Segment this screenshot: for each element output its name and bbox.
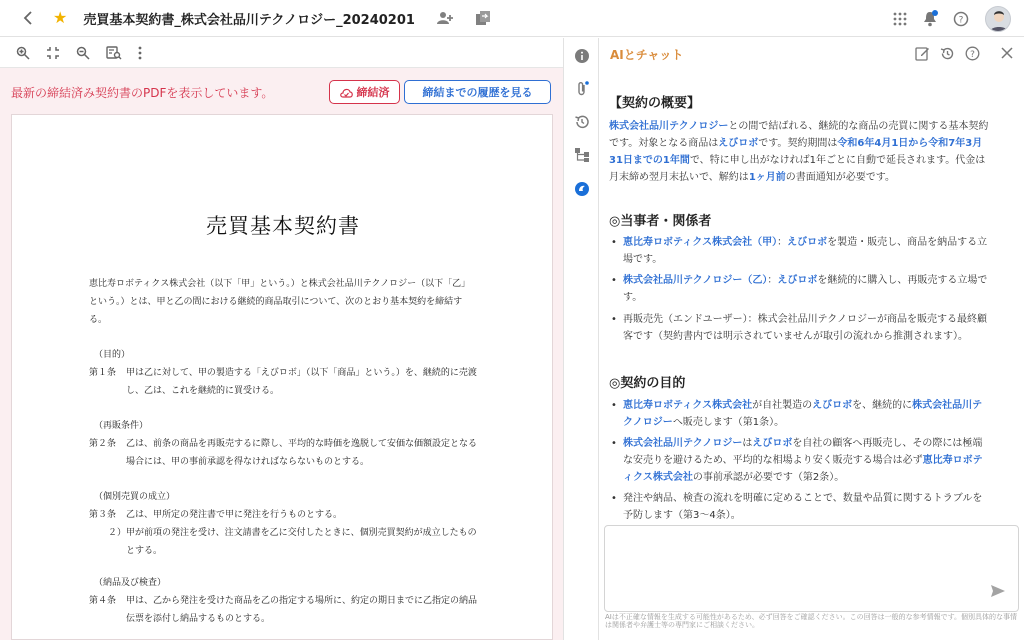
share-user-icon[interactable] — [437, 11, 455, 25]
article-text: 甲は、乙から発注を受けた商品を乙の指定する場所に、約定の期日までに乙指定の納品伝票を添付し納品するものとする。 — [126, 596, 478, 624]
new-chat-icon[interactable] — [915, 46, 930, 61]
related-documents-icon[interactable] — [573, 146, 591, 164]
send-icon[interactable] — [991, 582, 1005, 601]
purpose-heading: ◎契約の目的 — [609, 376, 686, 391]
article-2 — [89, 435, 479, 471]
section-heading: （目的） — [94, 350, 131, 360]
close-icon[interactable] — [1001, 47, 1013, 59]
signed-label: 締結済 — [356, 86, 390, 99]
article-text: 乙は、甲所定の発注書で甲に発注を行うものとする。 — [126, 510, 343, 520]
article-text: 乙は、前条の商品を再販売するに際し、平均的な時価を逸脱して安価な価額設定となる場合には、甲の事前承認を得なければならないものとする。 — [126, 439, 478, 467]
user-avatar[interactable] — [985, 6, 1011, 32]
overview-heading: 【契約の概要】 — [609, 96, 701, 111]
panel-help-icon[interactable] — [965, 46, 980, 61]
list-item: • 再販売先（エンドユーザー）：株式会社品川テクノロジーが商品を販売する最終顧客です（契約書内では明示されていませんが取引の流れから推測されます）。 — [611, 311, 991, 345]
document-viewer — [0, 38, 563, 640]
view-history-button[interactable]: 締結までの履歴を見る — [404, 80, 551, 104]
ai-chat-icon[interactable] — [573, 180, 591, 198]
panel-title: AIとチャット — [610, 48, 684, 62]
contract-title: 売買基本契約書 — [206, 214, 360, 238]
article-number: 第４条 — [89, 596, 117, 606]
list-item: • 株式会社品川テクノロジーはえびロボを自社の顧客へ再販売し、その際には極端な安売りを避けるため、平均的な相場より安く販売する場合は必ず恵比寿ロボティクス株式会社の事前承認が必要です（第2条）。 — [611, 435, 991, 486]
side-icon-rail — [563, 38, 599, 640]
article-text: 甲が前項の発注を受け、注文請書を乙に交付したときに、個別売買契約が成立したものとする。 — [126, 528, 477, 556]
paragraph-number: ２） — [108, 528, 127, 538]
article-3-para-2 — [108, 524, 479, 560]
move-folder-icon[interactable] — [475, 10, 491, 26]
document-title: 売買基本契約書_株式会社品川テクノロジー_20240201 — [83, 12, 415, 28]
ai-disclaimer: AIは不正確な情報を生成する可能性があるため、必ず回答をご確認ください。この回答は一般的な参考情報です。個別具体的な事情は関係者や弁護士等の専門家にご相談ください。 — [605, 613, 1018, 629]
chat-response — [599, 80, 1024, 520]
section-heading: （個別売買の成立） — [94, 492, 176, 502]
fit-page-icon[interactable] — [46, 46, 60, 60]
article-number: 第３条 — [89, 510, 117, 520]
more-vert-icon[interactable] — [138, 46, 142, 60]
attachment-icon[interactable] — [573, 80, 591, 98]
help-icon[interactable] — [953, 11, 969, 27]
zoom-out-icon[interactable] — [76, 46, 90, 60]
ai-chat-panel — [599, 38, 1024, 640]
top-bar — [0, 0, 1024, 37]
article-number: 第２条 — [89, 439, 117, 449]
contract-intro: 恵比寿ロボティクス株式会社（以下「甲」という。）と株式会社品川テクノロジー（以下「乙」という。）とは、甲と乙の間における継続的商品取引について、次のとおり基本契約を締結する。 — [89, 279, 471, 325]
article-number: 第１条 — [89, 368, 117, 378]
banner-message: 最新の締結済み契約書のPDFを表示しています。 — [11, 86, 274, 100]
article-3 — [89, 506, 479, 524]
chat-input[interactable] — [604, 525, 1019, 612]
svg-text:?: ? — [958, 15, 964, 25]
cloud-check-icon — [340, 87, 353, 98]
signed-button[interactable] — [329, 80, 400, 104]
article-1 — [89, 364, 479, 400]
article-4 — [89, 592, 479, 628]
back-icon[interactable] — [17, 11, 39, 25]
apps-grid-icon[interactable] — [893, 12, 907, 26]
star-icon[interactable]: ★ — [53, 8, 68, 27]
pdf-page — [11, 114, 553, 640]
info-icon[interactable] — [573, 47, 591, 65]
list-item: • 株式会社品川テクノロジー（乙）：えびロボを継続的に購入し、再販売する立場です。 — [611, 272, 991, 306]
list-item: • 恵比寿ロボティクス株式会社（甲）：えびロボを製造・販売し、商品を納品する立場です。 — [611, 234, 991, 268]
parties-heading: ◎当事者・関係者 — [609, 214, 712, 229]
list-item: • 恵比寿ロボティクス株式会社が自社製造のえびロボを、継続的に株式会社品川テクノロジーへ販売します（第1条）。 — [611, 397, 991, 431]
section-heading: （納品及び検査） — [94, 578, 167, 588]
history-icon[interactable] — [573, 113, 591, 131]
viewer-toolbar — [0, 38, 563, 68]
list-item: • 発注や納品、検査の流れを明確に定めることで、数量や品質に関するトラブルを予防します（第3〜4条）。 — [611, 490, 991, 520]
notification-dot — [932, 10, 938, 16]
svg-text:?: ? — [970, 50, 975, 60]
notification-bell-icon[interactable] — [923, 11, 937, 27]
article-text: 甲は乙に対して、甲の製造する「えびロボ」（以下「商品」という。）を、継続的に売渡し、乙は、これを継続的に買受ける。 — [126, 368, 477, 396]
chat-history-icon[interactable] — [940, 46, 955, 61]
signed-banner — [0, 69, 563, 109]
overview-text: 株式会社品川テクノロジーとの間で結ばれる、継続的な商品の売買に関する基本契約です。対象となる商品はえびロボです。契約期間は令和6年4月1日から令和7年3月31日までの1年間で、特に申し出がなければ1年ごとに自動で延長されます。代金は月末締め翌月末払いで、解約は1ヶ月前の書面通知が必要です。 — [609, 121, 989, 183]
section-heading: （再販条件） — [94, 421, 149, 431]
zoom-in-icon[interactable] — [16, 46, 30, 60]
document-search-icon[interactable] — [106, 46, 122, 60]
